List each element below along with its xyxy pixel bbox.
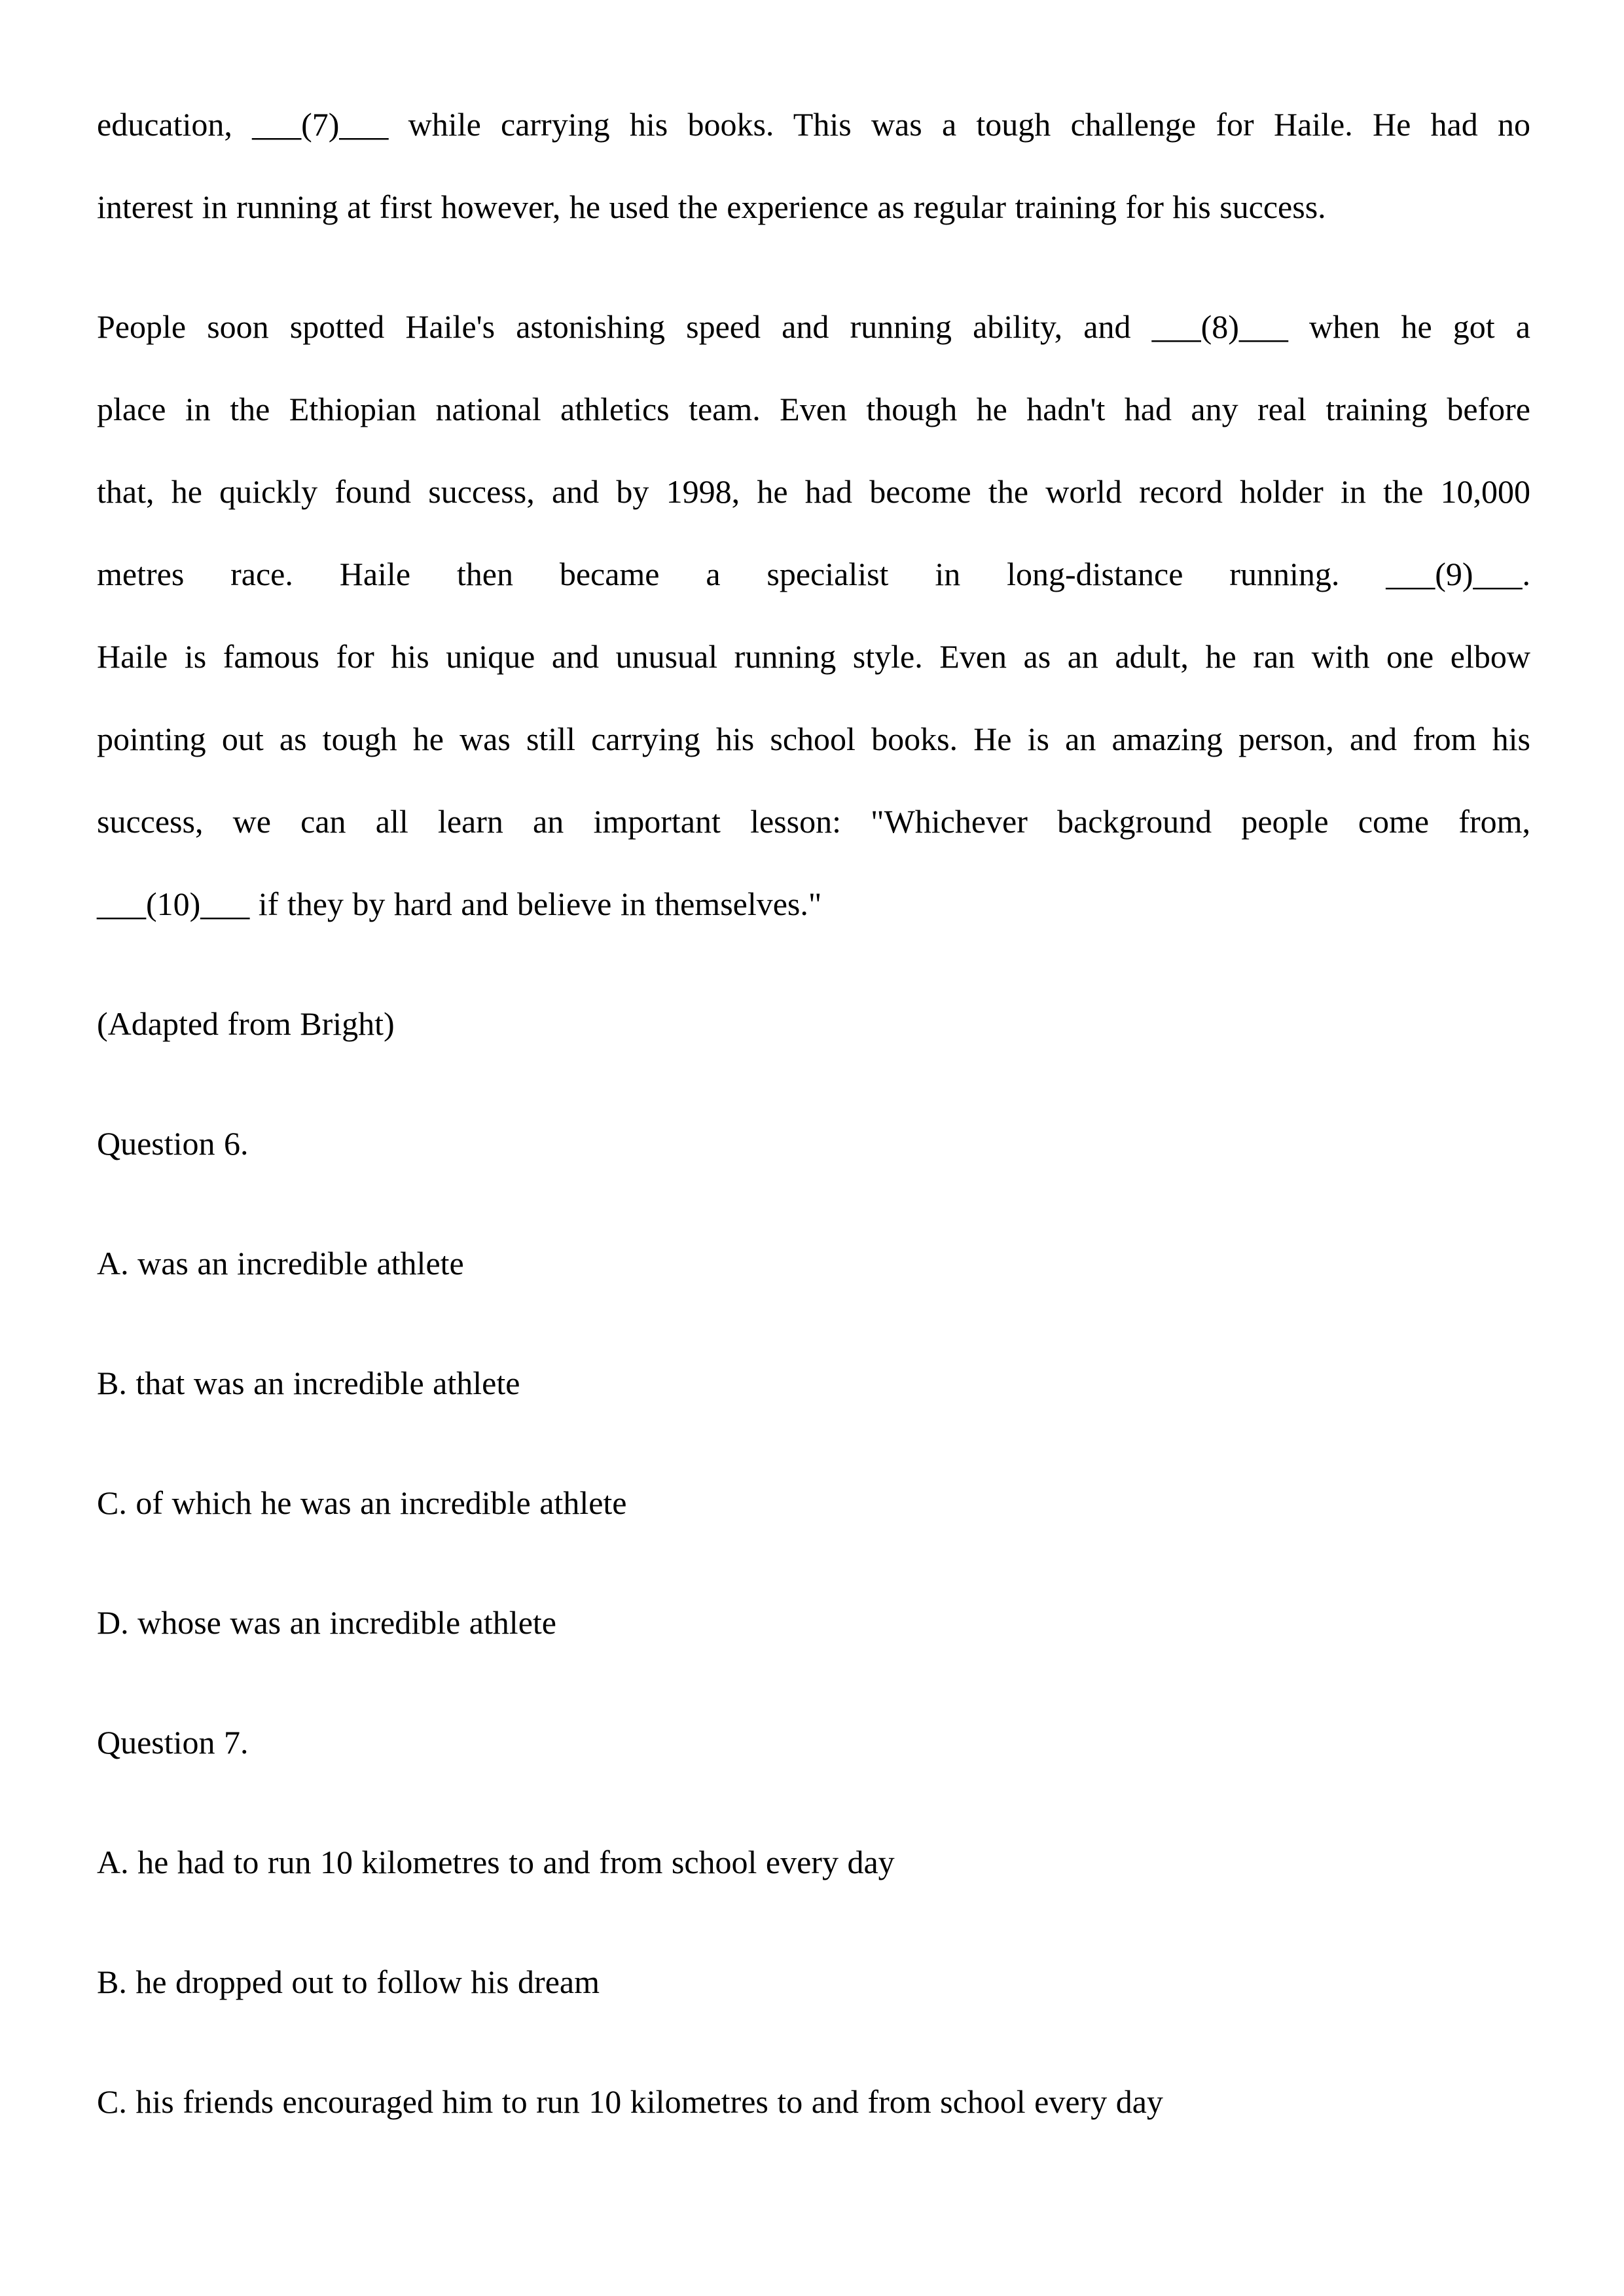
- question-7-option-a-line-1: A. he had to run 10 kilometres to and from school every day: [97, 1844, 895, 1880]
- question-7-option-c-line-1: C. his friends encouraged him to run 10 kilometres to and from school every day: [97, 2083, 1163, 2120]
- question-6-option-b-line-1: B. that was an incredible athlete: [97, 1365, 520, 1401]
- question-6-option-c: [97, 1462, 1530, 1544]
- question-6-option-a-line-1: A. was an incredible athlete: [97, 1245, 464, 1282]
- passage-paragraph-1: [97, 83, 1530, 248]
- passage-paragraph-2-line-2: place in the Ethiopian national athletics team. Even though he hadn't had any real training before: [97, 391, 1530, 427]
- question-6-option-c-line-1: C. of which he was an incredible athlete: [97, 1484, 627, 1521]
- question-6-option-d: [97, 1581, 1530, 1664]
- passage-paragraph-1-line-2: interest in running at first however, he used the experience as regular training for his success.: [97, 188, 1326, 225]
- passage-paragraph-2-line-1: People soon spotted Haile's astonishing speed and running ability, and ___(8)___ when he got a: [97, 308, 1530, 345]
- passage-paragraph-2-line-3: that, he quickly found success, and by 1998, he had become the world record holder in the 10,000: [97, 473, 1530, 510]
- passage-source-line-1: (Adapted from Bright): [97, 1005, 395, 1042]
- question-7-option-a: [97, 1821, 1530, 1903]
- passage-paragraph-2-line-7: success, we can all learn an important lesson: "Whichever background people come from,: [97, 803, 1530, 840]
- question-6-option-b: [97, 1342, 1530, 1424]
- document-content: [97, 83, 1624, 2143]
- passage-paragraph-2-line-5: Haile is famous for his unique and unusual running style. Even as an adult, he ran with one elbow: [97, 638, 1530, 675]
- passage-paragraph-2: [97, 285, 1530, 945]
- passage-paragraph-2-line-8: ___(10)___ if they by hard and believe in themselves.": [97, 886, 822, 922]
- passage-paragraph-2-line-6: pointing out as tough he was still carrying his school books. He is an amazing person, and from his: [97, 721, 1530, 757]
- question-7-label-line-1: Question 7.: [97, 1724, 249, 1761]
- question-6-option-d-line-1: D. whose was an incredible athlete: [97, 1604, 556, 1641]
- passage-source: [97, 982, 1530, 1065]
- question-7-option-b-line-1: B. he dropped out to follow his dream: [97, 1964, 600, 2000]
- question-7-option-c: [97, 2060, 1530, 2143]
- passage-paragraph-2-line-4: metres race. Haile then became a specialist in long-distance running. ___(9)___.: [97, 556, 1530, 592]
- question-6-label: [97, 1102, 1530, 1185]
- question-6-option-a: [97, 1222, 1530, 1304]
- question-7-option-b: [97, 1941, 1530, 2023]
- question-6-label-line-1: Question 6.: [97, 1125, 249, 1162]
- question-7-label: [97, 1701, 1530, 1784]
- passage-paragraph-1-line-1: education, ___(7)___ while carrying his books. This was a tough challenge for Haile. He had no: [97, 106, 1530, 143]
